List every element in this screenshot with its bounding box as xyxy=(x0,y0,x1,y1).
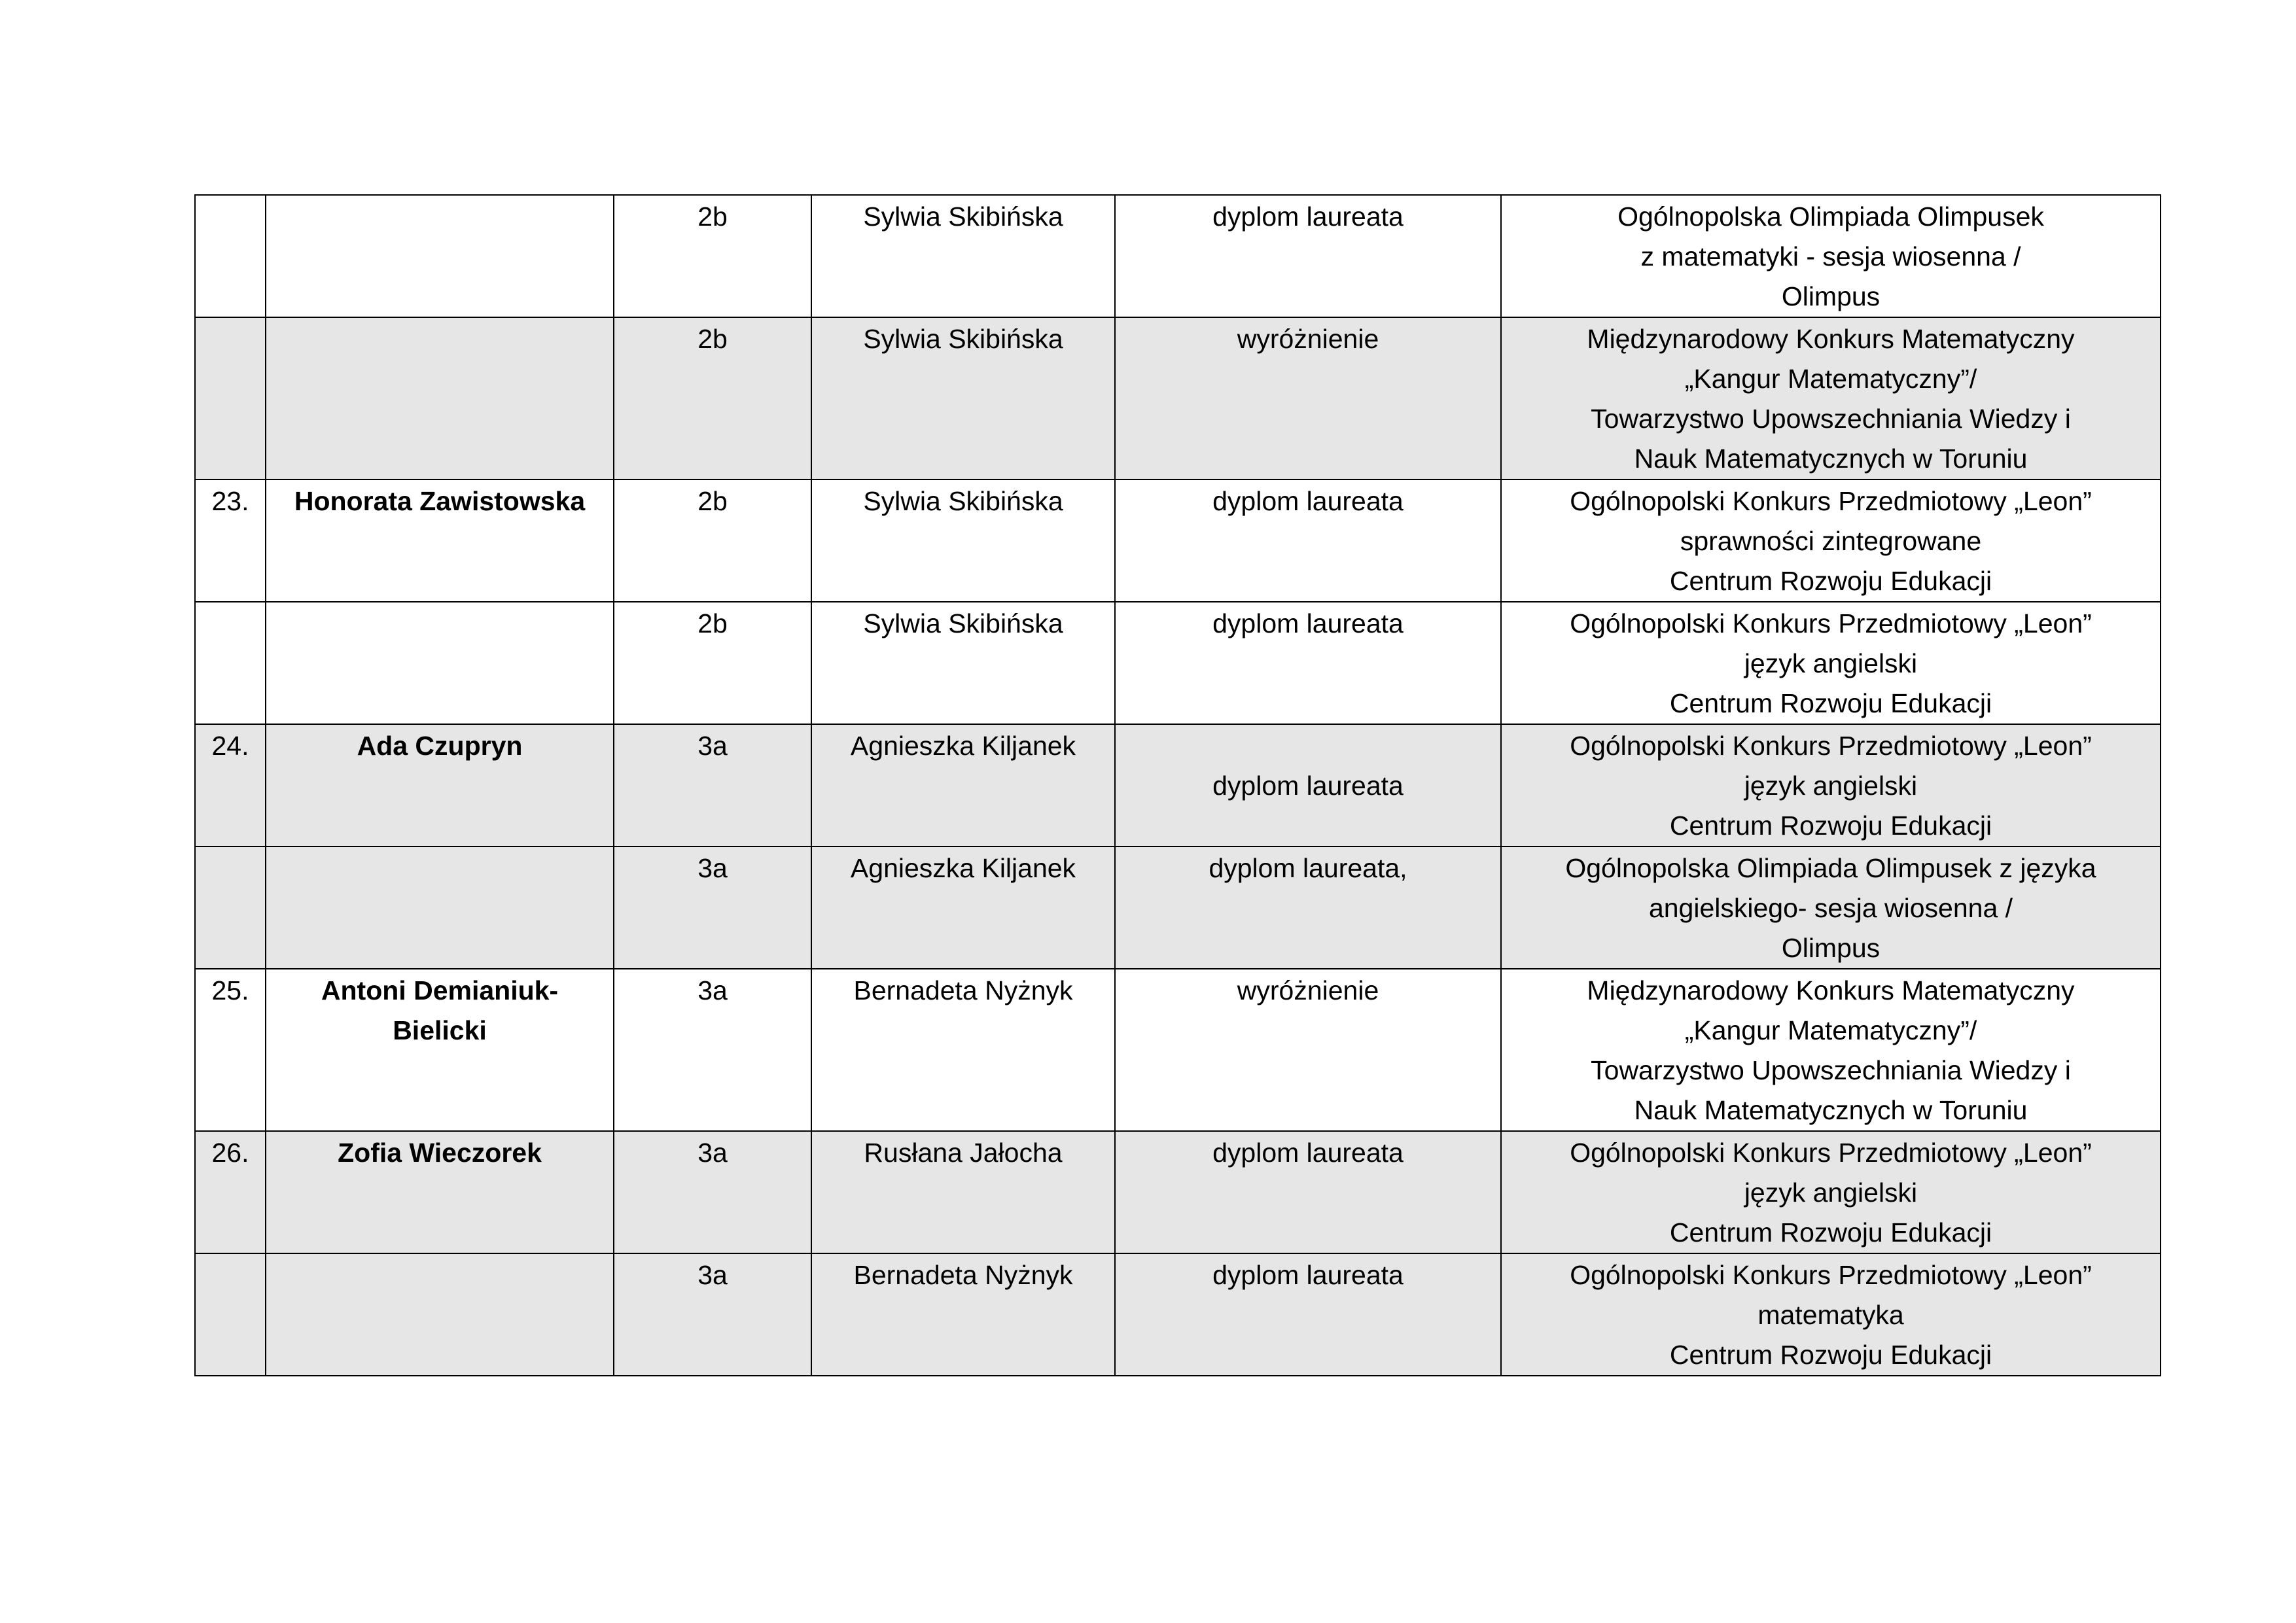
row-number xyxy=(195,317,266,480)
contest-cell: Ogólnopolski Konkurs Przedmiotowy „Leon” matematyka Centrum Rozwoju Edukacji xyxy=(1501,1253,2161,1376)
student-name: Ada Czupryn xyxy=(266,724,614,846)
award-cell: dyplom laureata xyxy=(1115,602,1501,724)
teacher-cell: Sylwia Skibińska xyxy=(811,602,1115,724)
row-number: 24. xyxy=(195,724,266,846)
table-row xyxy=(195,317,2161,480)
table-row xyxy=(195,724,2161,846)
award-cell: dyplom laureata xyxy=(1115,724,1501,846)
row-number: 26. xyxy=(195,1131,266,1253)
teacher-cell: Rusłana Jałocha xyxy=(811,1131,1115,1253)
award-cell: dyplom laureata xyxy=(1115,1253,1501,1376)
class-cell: 3a xyxy=(614,724,811,846)
student-name: Honorata Zawistowska xyxy=(266,480,614,602)
contest-cell: Ogólnopolski Konkurs Przedmiotowy „Leon” język angielski Centrum Rozwoju Edukacji xyxy=(1501,724,2161,846)
class-cell: 2b xyxy=(614,317,811,480)
table-row xyxy=(195,480,2161,602)
class-cell: 3a xyxy=(614,1131,811,1253)
teacher-cell: Sylwia Skibińska xyxy=(811,480,1115,602)
row-number xyxy=(195,1253,266,1376)
row-number xyxy=(195,846,266,969)
table-row xyxy=(195,1131,2161,1253)
contest-cell: Ogólnopolski Konkurs Przedmiotowy „Leon” język angielski Centrum Rozwoju Edukacji xyxy=(1501,602,2161,724)
class-cell: 2b xyxy=(614,602,811,724)
class-cell: 3a xyxy=(614,969,811,1131)
class-cell: 2b xyxy=(614,195,811,317)
table-row xyxy=(195,846,2161,969)
award-cell: wyróżnienie xyxy=(1115,969,1501,1131)
row-number: 23. xyxy=(195,480,266,602)
teacher-cell: Agnieszka Kiljanek xyxy=(811,724,1115,846)
teacher-cell: Sylwia Skibińska xyxy=(811,317,1115,480)
contest-cell: Ogólnopolski Konkurs Przedmiotowy „Leon” sprawności zintegrowane Centrum Rozwoju Edukacji xyxy=(1501,480,2161,602)
award-cell: dyplom laureata, xyxy=(1115,846,1501,969)
class-cell: 3a xyxy=(614,846,811,969)
award-cell: dyplom laureata xyxy=(1115,1131,1501,1253)
award-cell: dyplom laureata xyxy=(1115,480,1501,602)
student-name xyxy=(266,195,614,317)
table-row xyxy=(195,195,2161,317)
class-cell: 3a xyxy=(614,1253,811,1376)
contest-cell: Międzynarodowy Konkurs Matematyczny „Kangur Matematyczny”/ Towarzystwo Upowszechniania Wiedzy i Nauk Matematycznych w Toruniu xyxy=(1501,317,2161,480)
contest-cell: Ogólnopolski Konkurs Przedmiotowy „Leon” język angielski Centrum Rozwoju Edukacji xyxy=(1501,1131,2161,1253)
table-row xyxy=(195,1253,2161,1376)
student-name xyxy=(266,846,614,969)
contest-cell: Ogólnopolska Olimpiada Olimpusek z języka angielskiego- sesja wiosenna / Olimpus xyxy=(1501,846,2161,969)
teacher-cell: Bernadeta Nyżnyk xyxy=(811,1253,1115,1376)
award-cell: wyróżnienie xyxy=(1115,317,1501,480)
award-cell: dyplom laureata xyxy=(1115,195,1501,317)
contest-cell: Międzynarodowy Konkurs Matematyczny „Kangur Matematyczny”/ Towarzystwo Upowszechniania Wiedzy i Nauk Matematycznych w Toruniu xyxy=(1501,969,2161,1131)
table-row xyxy=(195,969,2161,1131)
contest-cell: Ogólnopolska Olimpiada Olimpusek z matematyki - sesja wiosenna / Olimpus xyxy=(1501,195,2161,317)
teacher-cell: Sylwia Skibińska xyxy=(811,195,1115,317)
table-row xyxy=(195,602,2161,724)
row-number xyxy=(195,195,266,317)
student-name: Zofia Wieczorek xyxy=(266,1131,614,1253)
student-name xyxy=(266,317,614,480)
row-number: 25. xyxy=(195,969,266,1131)
class-cell: 2b xyxy=(614,480,811,602)
teacher-cell: Agnieszka Kiljanek xyxy=(811,846,1115,969)
results-table xyxy=(194,194,2161,1376)
student-name xyxy=(266,602,614,724)
student-name: Antoni Demianiuk- Bielicki xyxy=(266,969,614,1131)
student-name xyxy=(266,1253,614,1376)
row-number xyxy=(195,602,266,724)
teacher-cell: Bernadeta Nyżnyk xyxy=(811,969,1115,1131)
